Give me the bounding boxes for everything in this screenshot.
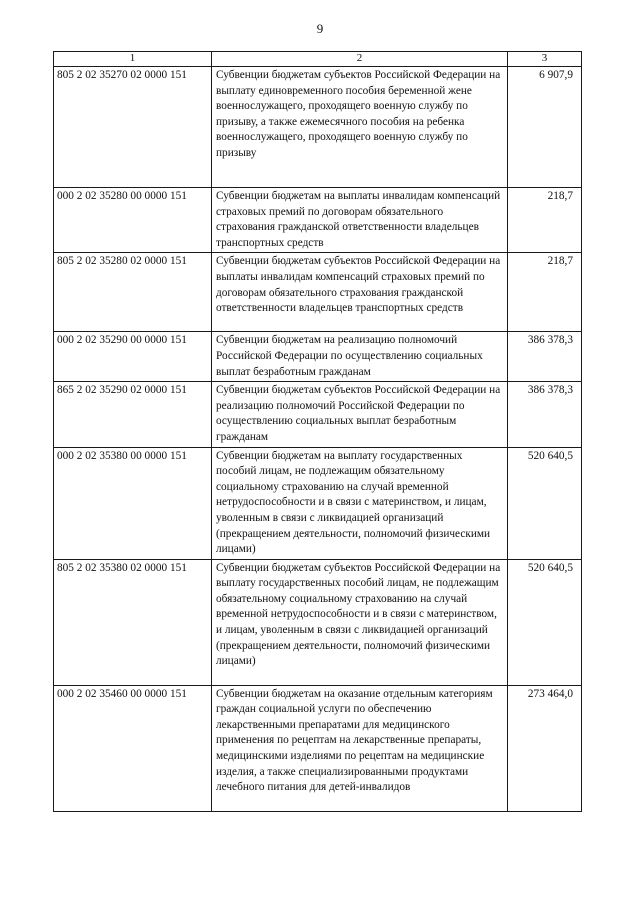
table-header-row — [54, 52, 582, 67]
page-number: 9 — [316, 21, 324, 36]
column-header-name: 2 — [212, 52, 508, 67]
revenue-name-cell: Субвенции бюджетам субъектов Российской Федерации на реализацию полномочий Российской Федерации по осуществлению социальных выплат безработным гражданам — [212, 382, 508, 447]
amount-cell: 6 907,9 — [508, 67, 582, 188]
amount-cell: 218,7 — [508, 188, 582, 253]
revenue-name-cell: Субвенции бюджетам на выплаты инвалидам компенсаций страховых премий по договорам обязательного страхования гражданской ответственности владельцев транспортных средств — [212, 188, 508, 253]
amount-cell: 218,7 — [508, 253, 582, 332]
revenue-name-cell: Субвенции бюджетам на реализацию полномочий Российской Федерации по осуществлению социальных выплат безработным гражданам — [212, 332, 508, 382]
table-row — [54, 447, 582, 559]
budget-code-cell: 805 2 02 35380 02 0000 151 — [54, 559, 212, 685]
table-row — [54, 253, 582, 332]
amount-cell: 386 378,3 — [508, 332, 582, 382]
table-row — [54, 67, 582, 188]
table-row — [54, 382, 582, 447]
budget-code-cell: 865 2 02 35290 02 0000 151 — [54, 382, 212, 447]
amount-cell: 386 378,3 — [508, 382, 582, 447]
revenue-name-cell: Субвенции бюджетам на оказание отдельным категориям граждан социальной услуги по обеспечению лекарственными препаратами для медицинского применения по рецептам на лекарственные препараты, медицинскими изделиями по рецептам на медицинские изделия, а также специализированными продуктами лечебного питания для детей-инвалидов — [212, 685, 508, 811]
table-row — [54, 332, 582, 382]
revenue-name-cell: Субвенции бюджетам субъектов Российской Федерации на выплаты инвалидам компенсаций страховых премий по договорам обязательного страхования гражданской ответственности владельцев транспортных средств — [212, 253, 508, 332]
budget-code-cell: 000 2 02 35380 00 0000 151 — [54, 447, 212, 559]
table-row — [54, 188, 582, 253]
budget-code-cell: 805 2 02 35270 02 0000 151 — [54, 67, 212, 188]
column-header-amount: 3 — [508, 52, 582, 67]
revenue-name-cell: Субвенции бюджетам субъектов Российской Федерации на выплату единовременного пособия беременной жене военнослужащего, проходящего военную службу по призыву, а также ежемесячного пособия на ребенка военнослужащего, проходящего военную службу по призыву — [212, 67, 508, 188]
table-row — [54, 685, 582, 811]
table-row — [54, 559, 582, 685]
revenue-name-cell: Субвенции бюджетам на выплату государственных пособий лицам, не подлежащим обязательному социальному страхованию на случай временной нетрудоспособности и в связи с материнством, и лицам, уволенным в связи с ликвидацией организаций (прекращением деятельности, полномочий физическими лицами) — [212, 447, 508, 559]
amount-cell: 273 464,0 — [508, 685, 582, 811]
amount-cell: 520 640,5 — [508, 559, 582, 685]
budget-code-cell: 000 2 02 35280 00 0000 151 — [54, 188, 212, 253]
budget-code-cell: 805 2 02 35280 02 0000 151 — [54, 253, 212, 332]
column-header-code: 1 — [54, 52, 212, 67]
revenue-name-cell: Субвенции бюджетам субъектов Российской Федерации на выплату государственных пособий лицам, не подлежащим обязательному социальному страхованию на случай временной нетрудоспособности и в связи с материнством, и лицам, уволенным в связи с ликвидацией организаций (прекращением деятельности, полномочий физическими лицами) — [212, 559, 508, 685]
budget-revenue-table — [53, 51, 582, 812]
budget-code-cell: 000 2 02 35460 00 0000 151 — [54, 685, 212, 811]
budget-code-cell: 000 2 02 35290 00 0000 151 — [54, 332, 212, 382]
amount-cell: 520 640,5 — [508, 447, 582, 559]
